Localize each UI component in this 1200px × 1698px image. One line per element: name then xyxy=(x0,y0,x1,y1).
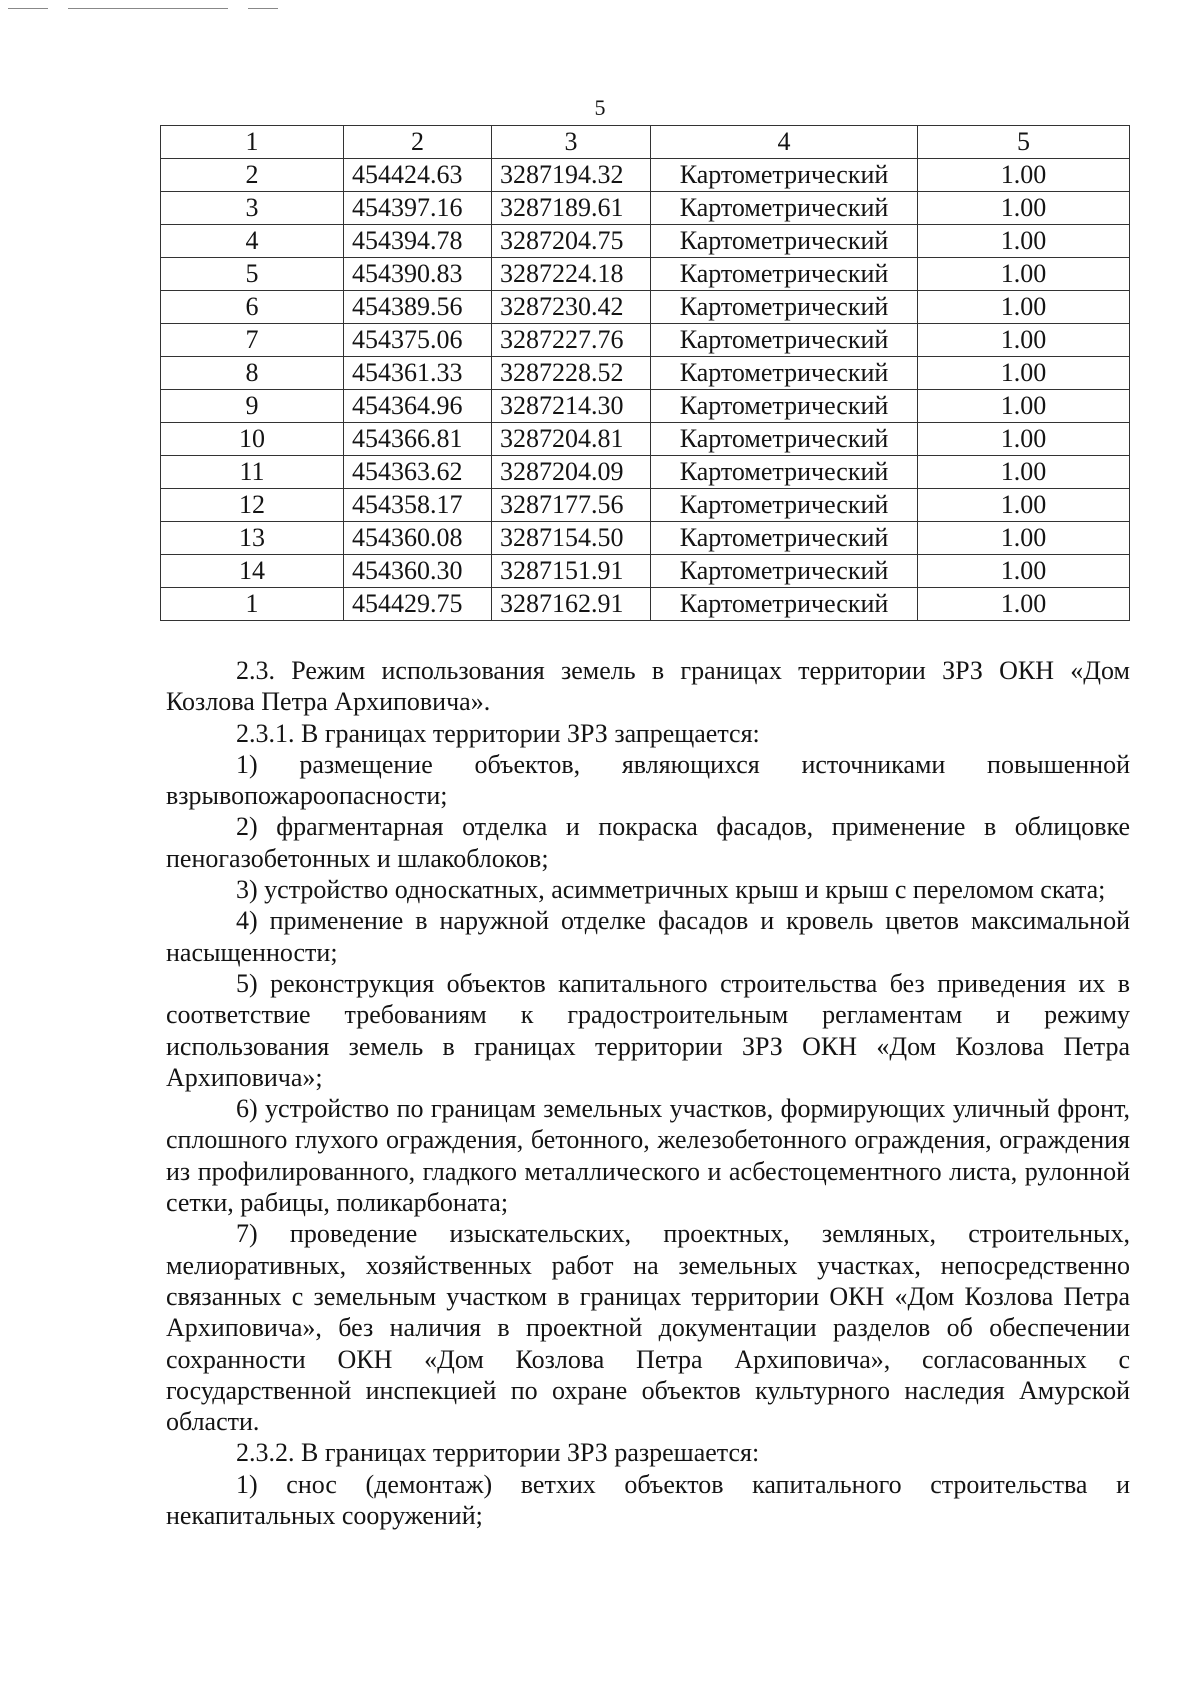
y-coordinate-cell: 3287154.50 xyxy=(492,522,651,555)
point-number-cell: 7 xyxy=(161,324,344,357)
y-coordinate-cell: 3287204.81 xyxy=(492,423,651,456)
x-coordinate-cell: 454397.16 xyxy=(344,192,492,225)
table-row xyxy=(161,555,1130,588)
method-cell: Картометрический xyxy=(651,588,918,621)
y-coordinate-cell: 3287194.32 xyxy=(492,159,651,192)
table-header-cell: 2 xyxy=(344,126,492,159)
y-coordinate-cell: 3287227.76 xyxy=(492,324,651,357)
y-coordinate-cell: 3287204.09 xyxy=(492,456,651,489)
y-coordinate-cell: 3287224.18 xyxy=(492,258,651,291)
x-coordinate-cell: 454363.62 xyxy=(344,456,492,489)
method-cell: Картометрический xyxy=(651,555,918,588)
paragraph: 6) устройство по границам земельных участков, формирующих уличный фронт, сплошного глухого ограждения, бетонного, железобетонного ограждения, ограждения из профилированного, гладкого металлического и асбестоцементного листа, рулонной сетки, рабицы, поликарбоната; xyxy=(166,1094,1130,1218)
table-row xyxy=(161,489,1130,522)
paragraph: 2.3.2. В границах территории ЗРЗ разрешается: xyxy=(236,1438,760,1468)
error-cell: 1.00 xyxy=(918,390,1130,423)
error-cell: 1.00 xyxy=(918,225,1130,258)
paragraph: 7) проведение изыскательских, проектных, земляных, строительных, мелиоративных, хозяйственных работ на земельных участках, непосредственно связанных с земельным участком в границах территории ОКН «Дом Козлова Петра Архиповича», без наличия в проектной документации разделов об обеспечении сохранности ОКН «Дом Козлова Петра Архиповича», согласованных с государственной инспекцией по охране объектов культурного наследия Амурской области. xyxy=(166,1219,1130,1437)
x-coordinate-cell: 454366.81 xyxy=(344,423,492,456)
x-coordinate-cell: 454360.08 xyxy=(344,522,492,555)
table-row xyxy=(161,588,1130,621)
y-coordinate-cell: 3287162.91 xyxy=(492,588,651,621)
method-cell: Картометрический xyxy=(651,324,918,357)
paragraph: 2) фрагментарная отделка и покраска фасадов, применение в облицовке пеногазобетонных и шлакоблоков; xyxy=(166,812,1130,873)
error-cell: 1.00 xyxy=(918,522,1130,555)
error-cell: 1.00 xyxy=(918,555,1130,588)
point-number-cell: 13 xyxy=(161,522,344,555)
y-coordinate-cell: 3287204.75 xyxy=(492,225,651,258)
table-row xyxy=(161,357,1130,390)
x-coordinate-cell: 454364.96 xyxy=(344,390,492,423)
method-cell: Картометрический xyxy=(651,159,918,192)
error-cell: 1.00 xyxy=(918,159,1130,192)
y-coordinate-cell: 3287177.56 xyxy=(492,489,651,522)
table-row xyxy=(161,225,1130,258)
x-coordinate-cell: 454424.63 xyxy=(344,159,492,192)
table-row xyxy=(161,192,1130,225)
x-coordinate-cell: 454358.17 xyxy=(344,489,492,522)
page-number: 5 xyxy=(594,95,606,120)
point-number-cell: 4 xyxy=(161,225,344,258)
point-number-cell: 5 xyxy=(161,258,344,291)
error-cell: 1.00 xyxy=(918,324,1130,357)
method-cell: Картометрический xyxy=(651,291,918,324)
error-cell: 1.00 xyxy=(918,456,1130,489)
paragraph: 2.3. Режим использования земель в границах территории ЗРЗ ОКН «Дом Козлова Петра Архиповича». xyxy=(166,656,1130,717)
point-number-cell: 12 xyxy=(161,489,344,522)
table-header-cell: 3 xyxy=(492,126,651,159)
y-coordinate-cell: 3287189.61 xyxy=(492,192,651,225)
point-number-cell: 9 xyxy=(161,390,344,423)
paragraph: 1) снос (демонтаж) ветхих объектов капитального строительства и некапитальных сооружений; xyxy=(166,1469,1130,1531)
x-coordinate-cell: 454390.83 xyxy=(344,258,492,291)
point-number-cell: 2 xyxy=(161,159,344,192)
x-coordinate-cell: 454429.75 xyxy=(344,588,492,621)
table-row xyxy=(161,159,1130,192)
paragraph: 2.3.1. В границах территории ЗРЗ запрещается: xyxy=(236,718,760,748)
paragraph: 3) устройство односкатных, асимметричных крыш и крыш с переломом ската; xyxy=(236,875,1106,905)
error-cell: 1.00 xyxy=(918,192,1130,225)
point-number-cell: 6 xyxy=(161,291,344,324)
method-cell: Картометрический xyxy=(651,390,918,423)
x-coordinate-cell: 454375.06 xyxy=(344,324,492,357)
table-row xyxy=(161,390,1130,423)
error-cell: 1.00 xyxy=(918,588,1130,621)
x-coordinate-cell: 454394.78 xyxy=(344,225,492,258)
x-coordinate-cell: 454389.56 xyxy=(344,291,492,324)
paragraph: 4) применение в наружной отделке фасадов и кровель цветов максимальной насыщенности; xyxy=(166,906,1130,967)
x-coordinate-cell: 454361.33 xyxy=(344,357,492,390)
point-number-cell: 1 xyxy=(161,588,344,621)
table-header-cell: 1 xyxy=(161,126,344,159)
document-body xyxy=(166,655,1130,1531)
method-cell: Картометрический xyxy=(651,522,918,555)
y-coordinate-cell: 3287151.91 xyxy=(492,555,651,588)
error-cell: 1.00 xyxy=(918,489,1130,522)
y-coordinate-cell: 3287228.52 xyxy=(492,357,651,390)
method-cell: Картометрический xyxy=(651,192,918,225)
method-cell: Картометрический xyxy=(651,423,918,456)
y-coordinate-cell: 3287230.42 xyxy=(492,291,651,324)
point-number-cell: 3 xyxy=(161,192,344,225)
y-coordinate-cell: 3287214.30 xyxy=(492,390,651,423)
point-number-cell: 14 xyxy=(161,555,344,588)
x-coordinate-cell: 454360.30 xyxy=(344,555,492,588)
paragraph: 5) реконструкция объектов капитального строительства без приведения их в соответствие требованиям к градостроительным регламентам и режиму использования земель в границах территории ЗРЗ ОКН «Дом Козлова Петра Архиповича»; xyxy=(166,968,1130,1092)
method-cell: Картометрический xyxy=(651,456,918,489)
error-cell: 1.00 xyxy=(918,357,1130,390)
error-cell: 1.00 xyxy=(918,291,1130,324)
method-cell: Картометрический xyxy=(651,357,918,390)
point-number-cell: 8 xyxy=(161,357,344,390)
method-cell: Картометрический xyxy=(651,489,918,522)
table-row xyxy=(161,324,1130,357)
method-cell: Картометрический xyxy=(651,225,918,258)
table-header-cell: 5 xyxy=(918,126,1130,159)
table-row xyxy=(161,456,1130,489)
method-cell: Картометрический xyxy=(651,258,918,291)
paragraph: 1) размещение объектов, являющихся источниками повышенной взрывопожароопасности; xyxy=(166,749,1130,811)
table-row xyxy=(161,522,1130,555)
table-header-cell: 4 xyxy=(651,126,918,159)
error-cell: 1.00 xyxy=(918,423,1130,456)
point-number-cell: 11 xyxy=(161,456,344,489)
point-number-cell: 10 xyxy=(161,423,344,456)
scan-artifact-marks xyxy=(8,8,288,12)
error-cell: 1.00 xyxy=(918,258,1130,291)
table-row xyxy=(161,258,1130,291)
table-row xyxy=(161,423,1130,456)
coordinates-table xyxy=(160,125,1130,621)
table-header-row xyxy=(161,126,1130,159)
table-row xyxy=(161,291,1130,324)
